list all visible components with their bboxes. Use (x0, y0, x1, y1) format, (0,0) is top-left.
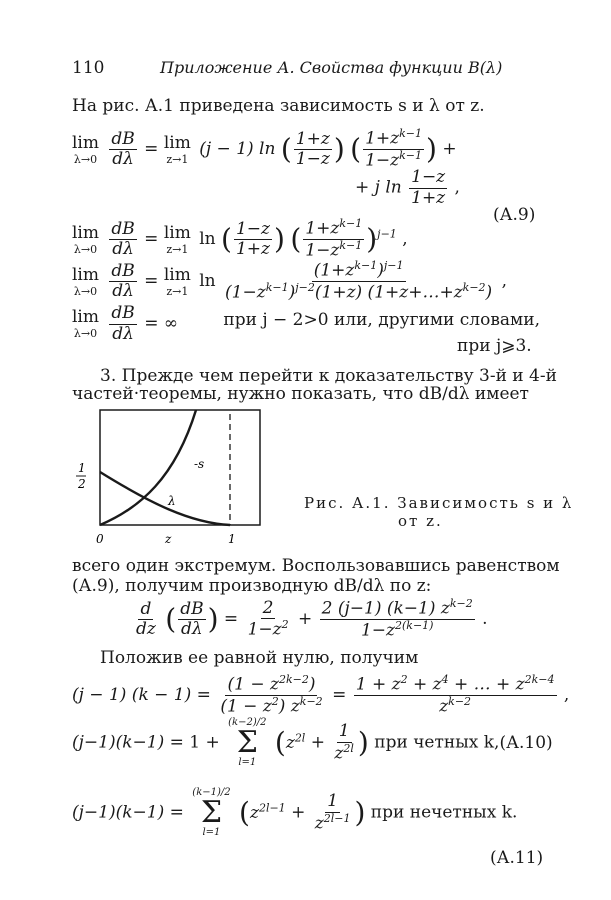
x-tick-1: 1 (228, 532, 236, 546)
figure-caption-1: Рис. А.1. Зависимость s и λ (304, 494, 574, 512)
eq-a9-line4: lim λ→0 $\frac{dB}{d\lambda}$ = lim z→1 ln $\frac{(1+z^{k-1})^{j-1}}{(1-z^{k-1})^{j-2}(1+z) (1+z+\dots+z^{k-2})}$ , (72, 259, 507, 303)
para4-line2: (А.9), получим производную dB/dλ по z: (72, 576, 432, 596)
figure-a1 (70, 408, 270, 548)
eq-root: (j − 1) (k − 1) = $\frac{(1 - z^{2k-2})}{(1 - z^2) z^{k-2}}$ = $\frac{1 + z^2 + z^4 + \dots + z^{2k-4}}{z^{k-2}}$ , (72, 673, 570, 717)
curve-lambda-label: λ (168, 494, 176, 508)
x-axis-label: z (165, 532, 172, 546)
eq-a10: (j−1)(k−1) = 1 + (k−2)/2 Σ l=1 ($z^{2l}$ + $\frac{1}{z^{2l}}$ ) при четных k, (А.10) (72, 717, 553, 768)
page-number: 110 (72, 58, 105, 78)
eq-derivative: $\frac{d}{dz}$ ( $\frac{dB}{d\lambda}$ ) = $\frac{2}{1-z^2}$ + $\frac{2 (j-1) (k-1) z^{k-2}}{1-z^{2(k-1)}}$ . (136, 597, 488, 641)
figure-caption-2: от z. (398, 512, 443, 530)
eq-a11-number: (А.11) (490, 848, 544, 868)
para5: Положив ее равной нулю, получим (100, 648, 419, 668)
running-title: Приложение А. Свойства функции B(λ) (160, 58, 503, 77)
eq-a9-line5: lim λ→0 $\frac{dB}{d\lambda}$ = ∞ при j − 2>0 или, другими словами, (72, 303, 540, 344)
curve-s-label: -s (194, 457, 205, 471)
eq-a9-line6: при j⩾3. (457, 336, 532, 356)
eq-a11: (j−1)(k−1) = (k−1)/2 Σ l=1 ($z^{2l-1}$ + $\frac{1}{z^{2l-1}}$ ) при нечетных k. (72, 787, 518, 838)
curve-s (100, 410, 196, 525)
curve-lambda (100, 472, 230, 525)
plot-frame (100, 410, 260, 525)
eq-a9-line1: lim λ→0 $\frac{dB}{d\lambda}$ = lim z→1 (j − 1) ln ( $\frac{1+z}{1-z}$ ) ( $\frac{1+z^{k-1}}{1-z^{k-1}}$ ) + (72, 127, 457, 171)
eq-a9-line2: + j ln $\frac{1-z}{1+z}$ , (355, 167, 460, 208)
eq-a9-number: (А.9) (493, 205, 536, 225)
intro-text: На рис. А.1 приведена зависимость s и λ от z. (72, 96, 485, 116)
para4-line1: всего один экстремум. Воспользовавшись равенством (72, 556, 560, 576)
y-tick-bot: 2 (78, 477, 86, 491)
x-tick-0: 0 (96, 532, 104, 546)
para3-line2: частей·теоремы, нужно показать, что dB/dλ имеет (72, 384, 529, 404)
y-tick-top: 1 (78, 461, 86, 475)
para3-line1: 3. Прежде чем перейти к доказательству 3-й и 4-й (100, 366, 557, 386)
eq-a10-number: (А.10) (499, 733, 553, 753)
eq-a9-line3: lim λ→0 $\frac{dB}{d\lambda}$ = lim z→1 ln ( $\frac{1-z}{1+z}$ ) ( $\frac{1+z^{k-1}}{1-z^{k-1}}$ )$^{j-1}$ , (72, 217, 408, 261)
